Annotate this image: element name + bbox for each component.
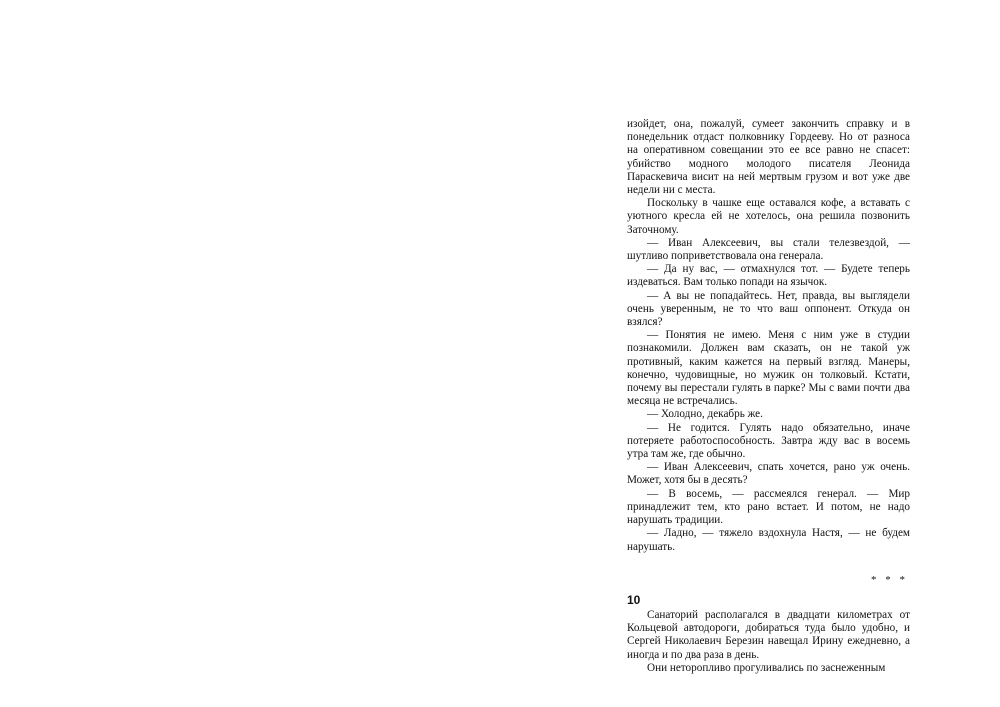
paragraph: — Иван Алексеевич, спать хочется, рано уж очень. Может, хотя бы в десять? — [627, 461, 910, 487]
paragraph: Поскольку в чашке еще оставался кофе, а вставать с уютного кресла ей не хотелось, она решила позвонить Заточному. — [627, 197, 910, 236]
page-number: 10 — [627, 593, 641, 607]
section-separator: * * * — [871, 573, 908, 586]
paragraph: Они неторопливо прогуливались по заснеженным — [647, 661, 886, 674]
paragraph: — Да ну вас, — отмахнулся тот. — Будете теперь издеваться. Вам только попади на язычок. — [627, 263, 910, 289]
paragraph: — А вы не попадайтесь. Нет, правда, вы выглядели очень уверенным, не то что ваш оппонент. Откуда он взялся? — [627, 289, 910, 329]
paragraph: — Понятия не имею. Меня с ним уже в студии познакомили. Должен вам сказать, он не такой уж противный, каким кажется на первый взгляд. Манеры, конечно, чудовищные, но мужик он толковый. Кстати, почему вы перестали гулять в парке? Мы с вами почти два месяца не встречались. — [627, 329, 910, 408]
paragraph: — Не годится. Гулять надо обязательно, иначе потеряете работоспособность. Завтра жду вас в восемь утра там же, где обычно. — [627, 421, 910, 461]
paragraph: — Ладно, — тяжело вздохнула Настя, — не будем нарушать. — [627, 527, 910, 553]
paragraph: изойдет, она, пожалуй, сумеет закончить справку и в понедельник отдаст полковнику Гордееву. Но от разноса на оперативном совещании это ее все равно не спасет: убийство модного молодого писателя Леонида Параскевича висит на ней мертвым грузом и вот уже две недели ни с места. — [627, 118, 910, 197]
text-column — [627, 118, 910, 675]
paragraph: — Холодно, декабрь же. — [647, 408, 763, 421]
paragraph: Санаторий располагался в двадцати километрах от Кольцевой автодороги, добираться туда было удобно, и Сергей Николаевич Березин навещал Ирину ежедневно, а иногда и по два раза в день. — [627, 608, 910, 661]
paragraph: — Иван Алексеевич, вы стали телезвездой, — шутливо поприветствовала она генерала. — [627, 236, 910, 263]
paragraph: — В восемь, — рассмеялся генерал. — Мир принадлежит тем, кто рано встает. И потом, не надо нарушать традиции. — [627, 487, 910, 527]
